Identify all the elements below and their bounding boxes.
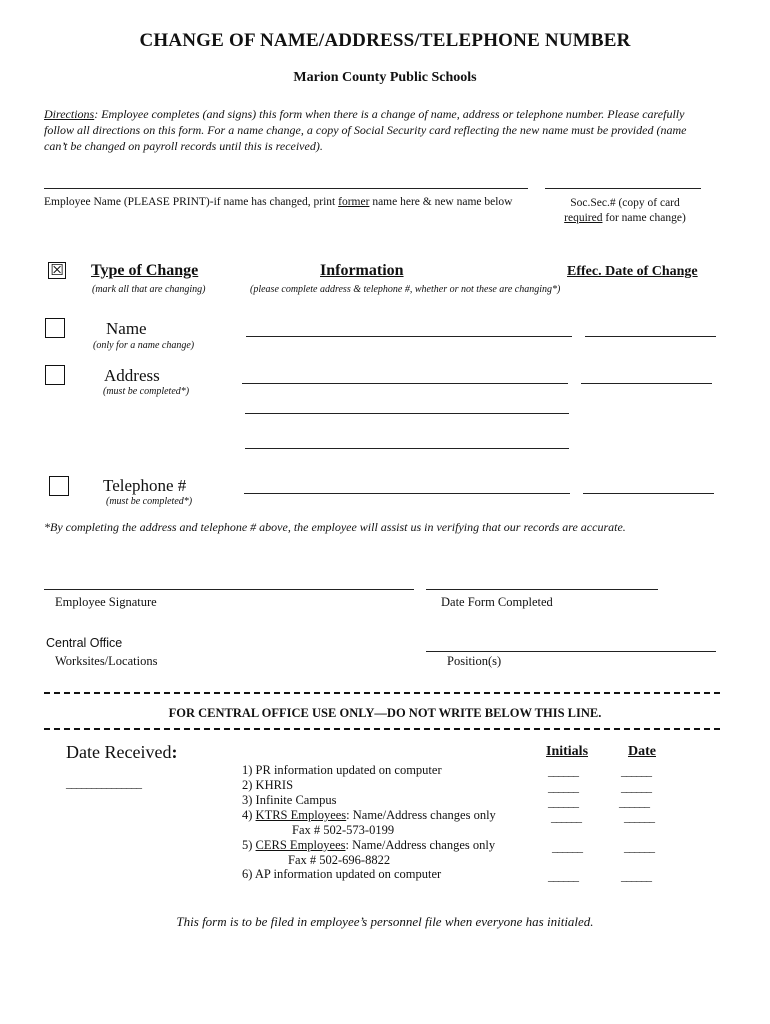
step-2: 2) KHRIS — [242, 778, 294, 792]
employee-signature-label: Employee Signature — [55, 595, 157, 609]
telephone-date-line[interactable] — [583, 493, 714, 494]
name-row-label: Name — [106, 319, 147, 338]
type-of-change-note: (mark all that are changing) — [92, 284, 206, 295]
employee-name-line[interactable] — [44, 188, 528, 189]
step-4: 4) KTRS Employees: Name/Address changes only — [242, 808, 496, 822]
step-1: 1) PR information updated on computer — [242, 763, 442, 777]
telephone-change-checkbox[interactable] — [49, 476, 69, 496]
date-completed-line[interactable] — [426, 589, 658, 590]
ssn-line[interactable] — [545, 188, 701, 189]
checked-box-icon: ☒ — [48, 262, 66, 279]
form-title: CHANGE OF NAME/ADDRESS/TELEPHONE NUMBER — [139, 30, 631, 51]
address-date-line[interactable] — [581, 383, 712, 384]
central-office-label: Central Office — [46, 636, 123, 650]
district-name: Marion County Public Schools — [293, 70, 477, 85]
name-date-line[interactable] — [585, 336, 716, 337]
address-change-checkbox[interactable] — [45, 365, 65, 385]
date-blank-1[interactable]: ______ — [621, 764, 651, 778]
information-note: (please complete address & telephone #, whether or not these are changing*) — [250, 284, 561, 295]
address-info-line-3[interactable] — [245, 448, 569, 449]
telephone-info-line[interactable] — [244, 493, 570, 494]
top-divider — [44, 692, 720, 694]
employee-signature-line[interactable] — [44, 589, 414, 590]
office-use-heading: FOR CENTRAL OFFICE USE ONLY—DO NOT WRITE BELOW THIS LINE. — [168, 706, 602, 720]
type-of-change-header: Type of Change — [91, 262, 199, 279]
name-change-checkbox[interactable] — [45, 318, 65, 338]
footer-note: This form is to be filed in employee’s personnel file when everyone has initialed. — [176, 914, 594, 929]
date-received-label: Date Received: — [66, 742, 178, 762]
name-row-note: (only for a name change) — [93, 340, 195, 351]
employee-name-label: Employee Name (PLEASE PRINT)-if name has changed, print former name here & new name below — [44, 196, 513, 208]
initials-blank-4[interactable]: ______ — [551, 810, 581, 824]
date-blank-6[interactable]: ______ — [621, 869, 651, 883]
step-5: 5) CERS Employees: Name/Address changes only — [242, 838, 496, 852]
positions-label: Position(s) — [447, 654, 502, 668]
date-completed-label: Date Form Completed — [441, 595, 553, 609]
address-row-label: Address — [104, 366, 160, 385]
initials-blank-1[interactable]: ______ — [548, 764, 578, 778]
bottom-divider — [44, 728, 720, 730]
ssn-label: Soc.Sec.# (copy of card required for name change) — [564, 197, 686, 224]
date-column-header: Date — [628, 744, 656, 759]
directions-label: Directions — [44, 107, 95, 121]
initials-blank-6[interactable]: ______ — [548, 869, 578, 883]
step-5-fax: Fax # 502-696-8822 — [288, 853, 391, 867]
initials-blank-3[interactable]: ______ — [548, 795, 578, 809]
step-4-fax: Fax # 502-573-0199 — [292, 823, 395, 837]
worksites-label: Worksites/Locations — [55, 654, 158, 668]
name-info-line[interactable] — [246, 336, 572, 337]
verification-footnote: *By completing the address and telephone # above, the employee will assist us in verifying that our records are accurate. — [44, 520, 626, 534]
directions-paragraph — [44, 106, 704, 154]
effective-date-header: Effec. Date of Change — [567, 264, 698, 279]
date-blank-2[interactable]: ______ — [621, 780, 651, 794]
date-blank-4[interactable]: ______ — [624, 810, 654, 824]
date-blank-5[interactable]: ______ — [624, 840, 654, 854]
step-3: 3) Infinite Campus — [242, 793, 337, 807]
initials-column-header: Initials — [546, 744, 589, 759]
date-received-blank[interactable]: _______________ — [66, 776, 141, 790]
address-info-line-1[interactable] — [242, 383, 568, 384]
telephone-row-note: (must be completed*) — [106, 496, 193, 507]
telephone-row-label: Telephone # — [103, 476, 187, 495]
initials-blank-2[interactable]: ______ — [548, 780, 578, 794]
position-line[interactable] — [426, 651, 716, 652]
initials-blank-5[interactable]: ______ — [552, 840, 582, 854]
directions-text: : Employee completes (and signs) this form when there is a change of name, address or telephone number. Please carefully follow all directions on this form. For a name change, a copy of Social Security card reflecting the new name must be provided (name can’t be changed on payroll records until this is received). — [44, 107, 687, 153]
information-header: Information — [320, 262, 404, 279]
step-6: 6) AP information updated on computer — [242, 867, 442, 881]
address-row-note: (must be completed*) — [103, 386, 190, 397]
address-info-line-2[interactable] — [245, 413, 569, 414]
date-blank-3[interactable]: ______ — [619, 795, 649, 809]
